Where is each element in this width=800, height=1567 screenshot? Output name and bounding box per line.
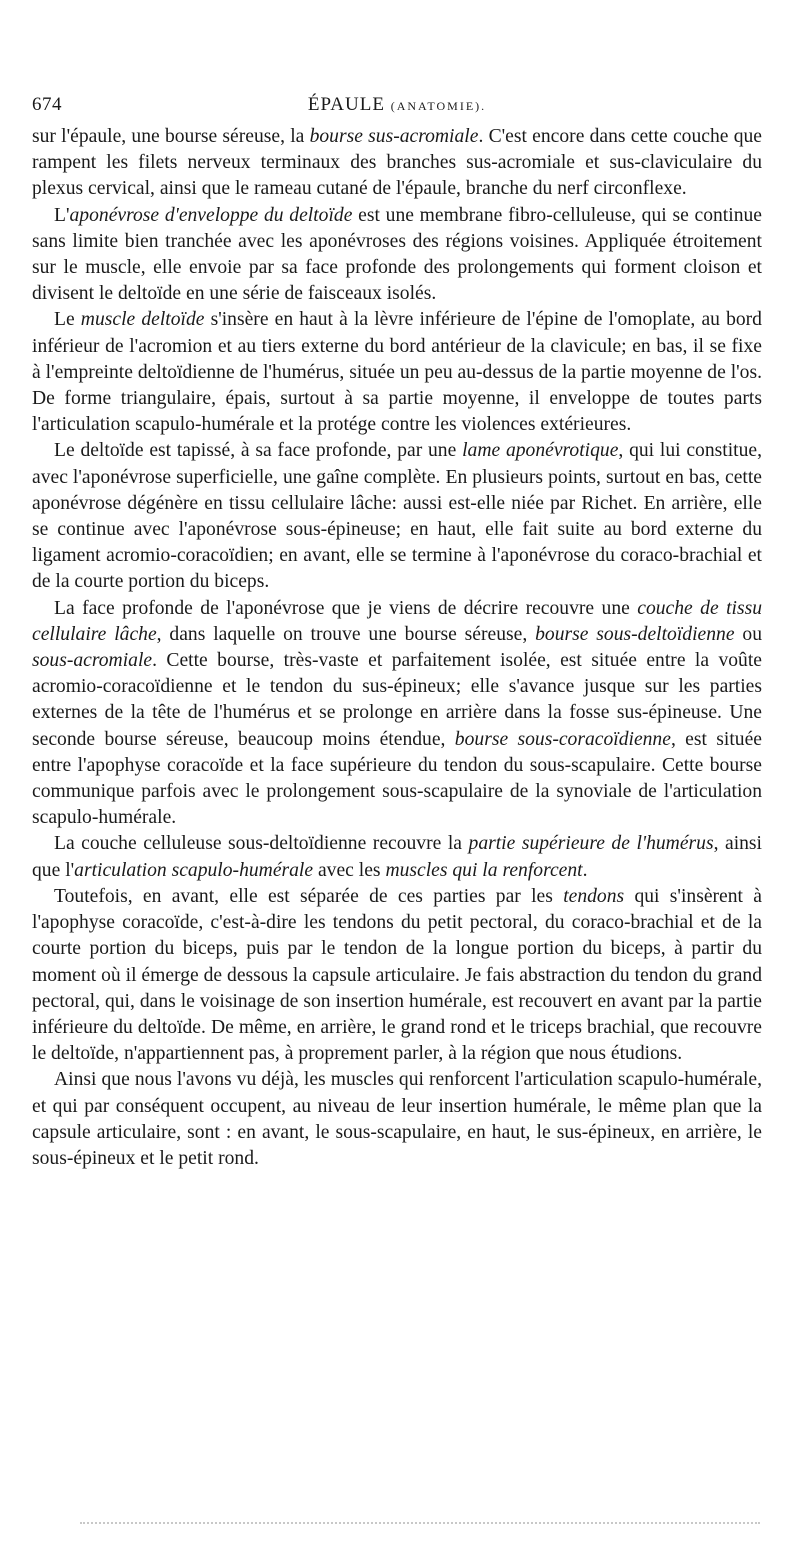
italic-term: muscle deltoïde [80, 309, 205, 331]
text-run: ou [734, 623, 762, 645]
text-run: . C'est encore dans cette couche que rampent les filets nerveux terminaux des branches sus-acromiale et sus-claviculaire du plexus cervical, ainsi que le rameau cutané de l'épaule, branche du nerf circonflexe. [32, 126, 762, 200]
italic-term: bourse sous-deltoïdienne [535, 623, 735, 645]
page-header [32, 88, 762, 124]
text-run: Le deltoïde est tapissé, à sa face profonde, par une [54, 440, 463, 462]
text-run: , qui lui constitue, avec l'aponévrose superficielle, une gaîne complète. En plusieurs points, surtout en bas, cette aponévrose dégénère en tissu cellulaire lâche: aussi est-elle niée par Richet. En arrière, elle se continue avec l'aponévrose sous-épineuse; en haut, elle fait suite au bord externe du ligament acromio-coracoïdien; en avant, elle se termine à l'aponévrose du coraco-brachial et de la courte portion du biceps. [32, 440, 762, 593]
paragraph [32, 124, 762, 203]
running-title-subtitle: (ANATOMIE). [390, 99, 487, 113]
text-run: avec les [313, 859, 386, 881]
running-title-main: ÉPAULE [307, 94, 385, 115]
italic-term: bourse sous-coracoïdienne [454, 728, 671, 750]
paragraph [32, 831, 762, 883]
italic-term: tendons [563, 885, 625, 907]
text-run: , est située entre l'apophyse coracoïde et la face supérieure du tendon du sous-scapulaire. Cette bourse communique parfois avec le prolongement sous-scapulaire de la synoviale de l'articulation scapulo-humérale. [32, 728, 762, 829]
text-run: sur l'épaule, une bourse séreuse, la [32, 126, 310, 147]
text-run: La couche celluleuse sous-deltoïdienne recouvre la [54, 833, 469, 855]
paragraph [32, 884, 762, 1067]
text-run: qui s'insèrent à l'apophyse coracoïde, c'est-à-dire les tendons du petit pectoral, du coraco-brachial et de la courte portion du biceps, puis par le tendon de la longue portion du biceps, à partir du moment où il émerge de dessous la capsule articulaire. Je fais abstraction du tendon du grand pectoral, qui, dans le voisinage de son insertion humérale, est recouvert en avant par la partie inférieure du deltoïde. De même, en arrière, le grand rond et le triceps brachial, que recouvre le deltoïde, n'appartiennent pas, à proprement parler, à la région que nous étudions. [32, 885, 762, 1065]
document-page [32, 88, 762, 1172]
italic-term: partie supérieure de l'humérus [468, 833, 714, 855]
text-run: La face profonde de l'aponévrose que je viens de décrire recouvre une [54, 597, 638, 619]
italic-term: lame aponévrotique [462, 440, 619, 462]
italic-term: aponévrose d'enveloppe du deltoïde [69, 204, 353, 226]
paragraph [32, 1067, 762, 1172]
text-run: . Cette bourse, très-vaste et parfaitement isolée, est située entre la voûte acromio-coracoïdienne et le tendon du sus-épineux; elle s'avance jusque sur les parties externes de la tête de l'humérus et se prolonge en arrière dans la fosse sus-épineuse. Une seconde bourse séreuse, beaucoup moins étendue, [32, 650, 762, 750]
italic-term: articulation scapulo-humérale [74, 859, 314, 881]
text-run: L' [54, 204, 70, 226]
text-run: Toutefois, en avant, elle est séparée de ces parties par les [54, 885, 564, 907]
text-run: s'insère en haut à la lèvre inférieure de l'épine de l'omoplate, au bord inférieur de l'acromion et au tiers externe du bord antérieur de la clavicule; en bas, il se fixe à l'empreinte deltoïdienne de l'humérus, située un peu au-dessus de la partie moyenne de l'os. De forme triangulaire, épais, surtout à sa partie moyenne, il enveloppe de toutes parts l'articulation scapulo-humérale et la protége contre les violences extérieures. [32, 309, 762, 436]
running-title [32, 94, 762, 116]
italic-term: bourse sus-acromiale [309, 126, 479, 147]
text-run: est une membrane fibro-celluleuse, qui se continue sans limite bien tranchée avec les aponévroses des régions voisines. Appliquée étroitement sur le muscle, elle envoie par sa face profonde des prolongements qui forment cloison et divisent le deltoïde en une série de faisceaux isolés. [32, 204, 762, 305]
paragraph [32, 307, 762, 438]
body-text [32, 124, 762, 1172]
italic-term: muscles qui la renforcent [385, 859, 583, 881]
paragraph [32, 203, 762, 308]
italic-term: sous-acromiale [32, 650, 153, 672]
text-run: , dans laquelle on trouve une bourse séreuse, [156, 623, 536, 645]
text-run: Le [54, 309, 81, 331]
paragraph [32, 596, 762, 832]
page-number: 674 [32, 94, 62, 115]
italic-term: couche de tissu cellulaire lâche [32, 597, 763, 645]
text-run: Ainsi que nous l'avons vu déjà, les muscles qui renforcent l'articulation scapulo-humérale, et qui par conséquent occupent, au niveau de leur insertion humérale, le même plan que la capsule articulaire, sont : en avant, le sous-scapulaire, en haut, le sus-épineux, en arrière, le sous-épineux et le petit rond. [32, 1069, 762, 1169]
text-run: , ainsi que l' [32, 833, 763, 881]
text-run: . [582, 859, 588, 881]
paragraph [32, 438, 762, 595]
footer-divider [80, 1522, 760, 1524]
